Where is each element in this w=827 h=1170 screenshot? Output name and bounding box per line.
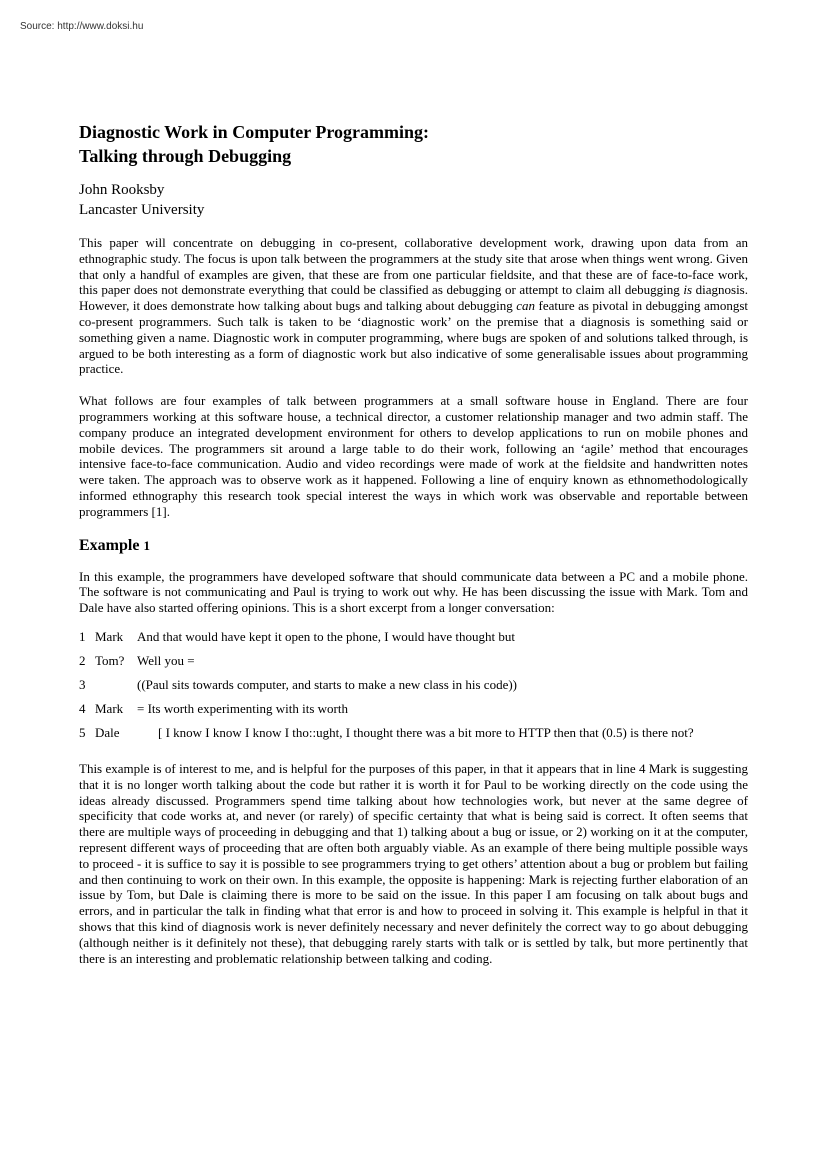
transcript (79, 625, 748, 745)
paper-page (79, 120, 748, 966)
transcript-line (79, 673, 748, 697)
example-heading-number: 1 (143, 537, 150, 553)
source-url: Source: http://www.doksi.hu (20, 21, 144, 32)
utterance: Well you = (137, 652, 195, 668)
para1-part-b: diagnosis. However, it does demonstrate how talking about bugs and talking about debugging (79, 282, 748, 314)
speaker: Dale (95, 724, 120, 740)
para1-part-a: This paper will concentrate on debugging in co-present, collaborative development work, drawing upon data from an ethnographic study. The focus is upon talk between the programmers at the study site that arose when things went wrong. Given that only a handful of examples are given, that these are from one particular fieldsite, and that these are of face-to-face work, this paper does not demonstrate everything that could be classified as debugging or attempt to claim all debugging (79, 235, 748, 298)
utterance: ((Paul sits towards computer, and starts to make a new class in his code)) (137, 676, 517, 692)
speaker: Mark (95, 700, 124, 716)
author-block (79, 180, 748, 220)
line-number: 5 (79, 724, 86, 740)
title-line-2: Talking through Debugging (79, 146, 292, 166)
example-heading-label: Example (79, 536, 140, 554)
transcript-line (79, 697, 748, 721)
discussion-paragraph: This example is of interest to me, and is helpful for the purposes of this paper, in that it appears that in line 4 Mark is suggesting that it is no longer worth talking about the code but rather it is worth it for Paul to be working directly on the code using the ideas already discussed. Programmers spend time talking about how technologies work, but never at the same degree of specificity that code works at, and never (or rarely) of specific certainty that what is being said is correct. It often seems that there are multiple ways of proceeding in debugging and that 1) talking about a bug or issue, or 2) working on it at the computer, represent different ways of proceeding that are often both arguably viable. As an example of there being multiple possible ways to proceed - it is suffice to say it is possible to see programmers trying to get others’ attention about a bug or problem but failing and then continuing to work on their own. In this example, the opposite is happening: Mark is rejecting further elaboration of an issue by Tom, but Dale is claiming there is more to be said on the issue. In this paper I am focusing on talk about bugs and errors, and in particular the talk in finding what that error is and how to proceed in solving it. This example is helpful in that it shows that this kind of diagnosis work is never definitely necessary and never definitely the correct way to go about debugging (although neither is it definitely not these), that debugging rarely starts with talk or is settled by talk, but more pertinently that there is an interesting and problematic relationship between talking and coding. (79, 760, 748, 966)
body-paragraph-2: What follows are four examples of talk between programmers at a small software house in England. There are four programmers working at this software house, a technical director, a customer relationship manager and two admin staff. The company produce an integrated development environment for others to develop applications to run on mobile phones and mobile devices. The programmers sit around a large table to do their work, following an ‘agile’ method that encourages intensive face-to-face communication. Audio and video recordings were made of work at the fieldsite and handwritten notes were taken. The approach was to observe work as it happened. Following a line of enquiry known as ethnomethodologically informed ethnography this research took special interest the ways in which work was observable and reportable between programmers [1]. (79, 393, 748, 519)
para1-part-c: feature as pivotal in debugging amongst co-present programmers. Such talk is taken to be ‘diagnostic work’ on the premise that a diagnosis is something said or something given a name. Diagnostic work in computer programming, where bugs are spoken of and solutions talked through, is argued to be both interesting as a form of diagnostic work but also indicative of some generalisable issues about programming practice. (79, 298, 748, 377)
title-line-1: Diagnostic Work in Computer Programming: (79, 122, 429, 142)
transcript-line (79, 649, 748, 673)
line-number: 4 (79, 700, 86, 716)
abstract-paragraph (79, 235, 748, 377)
speaker: Tom? (95, 652, 125, 668)
utterance: = Its worth experimenting with its worth (137, 700, 348, 716)
transcript-line (79, 721, 748, 745)
example-heading (79, 535, 748, 557)
line-number: 3 (79, 676, 86, 692)
utterance: And that would have kept it open to the phone, I would have thought but (137, 628, 516, 644)
para1-emphasis-is: is (683, 282, 693, 298)
paper-title (79, 120, 748, 168)
example-intro-paragraph: In this example, the programmers have developed software that should communicate data between a PC and a mobile phone. The software is not communicating and Paul is trying to work out why. He has been discussing the issue with Mark. Tom and Dale have also started offering opinions. This is a short excerpt from a longer conversation: (79, 568, 748, 616)
line-number: 1 (79, 628, 86, 644)
utterance: [ I know I know I know I tho::ught, I thought there was a bit more to HTTP then that (0.5) is there not? (158, 724, 694, 740)
speaker: Mark (95, 628, 124, 644)
line-number: 2 (79, 652, 86, 668)
transcript-line (79, 625, 748, 649)
author-name: John Rooksby (79, 182, 165, 198)
para1-emphasis-can: can (516, 298, 536, 314)
author-affiliation: Lancaster University (79, 202, 205, 218)
